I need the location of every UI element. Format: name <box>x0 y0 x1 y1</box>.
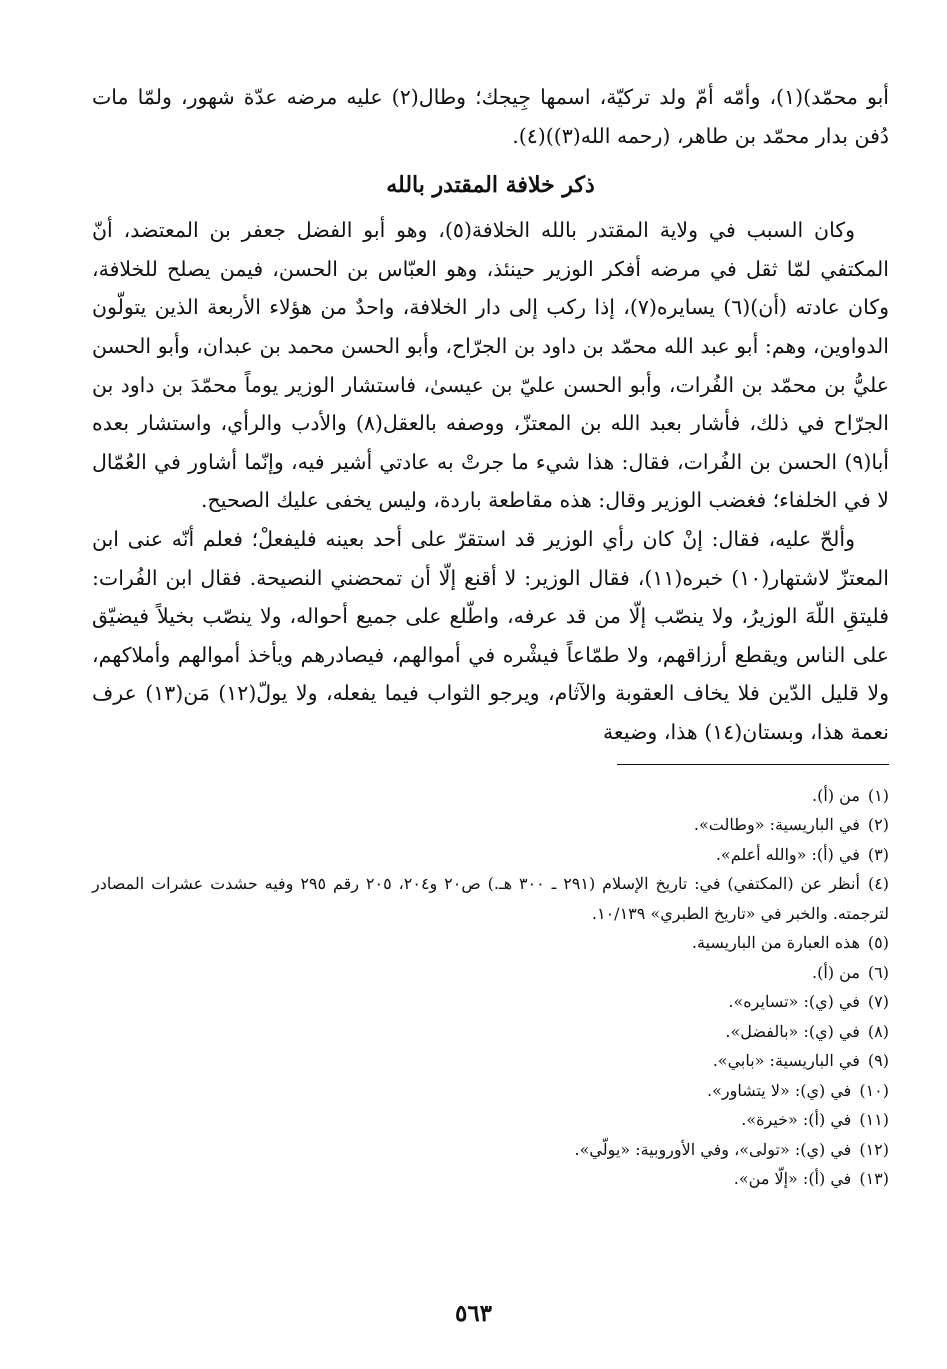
footnotes-list <box>92 781 889 1194</box>
footnote-number: (٦) <box>867 962 889 982</box>
footnote-text: في (أ): «والله أعلم». <box>715 844 860 864</box>
footnote-number: (١١) <box>859 1110 889 1129</box>
footnote-number: (٣) <box>867 844 889 864</box>
footnote <box>92 869 889 928</box>
footnote-text: في (ي): «لا يتشاور». <box>707 1080 852 1100</box>
footnote-text: في (ي): «تولى»، وفي الأوروبية: «يولّي». <box>574 1139 852 1159</box>
footnote <box>92 928 889 958</box>
main-text <box>92 211 889 751</box>
footnote <box>92 1164 889 1194</box>
footnote <box>92 1046 889 1076</box>
footnote-text: في الباريسية: «وطالت». <box>693 815 860 834</box>
footnote-number: (٩) <box>867 1051 889 1070</box>
footnote-text: في (أ): «إلّا من». <box>733 1169 852 1188</box>
footnote <box>92 840 889 870</box>
footnote-text: من (أ). <box>812 785 860 805</box>
footnote-number: (١٢) <box>859 1139 889 1159</box>
footnote-number: (٢) <box>867 815 889 834</box>
footnote-text: هذه العبارة من الباريسية. <box>691 933 860 952</box>
footnote-number: (١٣) <box>859 1169 889 1188</box>
page-number: ٥٦٣ <box>454 1300 493 1327</box>
footnote <box>92 1076 889 1106</box>
footnote <box>92 1135 889 1165</box>
footnote-number: (٨) <box>867 1021 889 1041</box>
intro-paragraph: أبو محمّد)(١)، وأمّه أمّ ولد تركيّة، اسمها جِيجك؛ وطال(٢) عليه مرضه عدّة شهور، ولمّا مات دُفن بدار محمّد بن طاهر، (رحمه الله(٣))(٤). <box>92 85 889 148</box>
body-paragraph: وكان السبب في ولاية المقتدر بالله الخلافة(٥)، وهو أبو الفضل جعفر بن المعتضد، أنّ المكتفي لمّا ثقل في مرضه أفكر الوزير حينئذ، وهو العبّاس بن الحسن، فيمن يصلح للخلافة، وكان عادته (أن)(٦) يسايره(٧)، إذا ركب إلى دار الخلافة، واحدٌ من هؤلاء الأربعة الذين يتولّون الدواوين، وهم: أبو عبد الله محمّد بن داود بن الجرّاح، وأبو الحسن محمد بن عبدان، وأبو الحسن عليُّ بن محمّد بن الفُرات، وأبو الحسن عليّ بن عيسىٰ، فاستشار الوزير يوماً محمّدَ بن داود بن الجرّاح في ذلك، فأشار بعبد الله بن المعتزّ، ووصفه بالعقل(٨) والأدب والرأي، واستشار بعده أبا(٩) الحسن بن الفُرات، فقال: هذا شيء ما جرتْ به عادتي أشير فيه، وإنّما أشاور في العُمّال لا في الخلفاء؛ فغضب الوزير وقال: هذه مقاطعة باردة، وليس يخفى عليك الصحيح. <box>92 218 889 513</box>
footnote-separator <box>617 764 889 765</box>
footnote-text: في (ي): «بالفضل». <box>725 1021 860 1041</box>
footnote-text: من (أ). <box>812 962 860 982</box>
footnote-text: في (ي): «تسايره». <box>728 992 860 1011</box>
footnote <box>92 781 889 811</box>
footnote-number: (١) <box>867 785 889 805</box>
footnote <box>92 987 889 1017</box>
footnote <box>92 810 889 840</box>
footnote-text: في الباريسية: «بابي». <box>712 1051 860 1070</box>
footnote-number: (٧) <box>867 992 889 1011</box>
footnote-number: (٥) <box>867 933 889 952</box>
footnote-number: (١٠) <box>859 1080 889 1100</box>
footnote-text: في (أ): «خيرة». <box>741 1110 852 1129</box>
body-paragraph: وألحّ عليه، فقال: إنْ كان رأي الوزير قد استقرّ على أحد بعينه فليفعلْ؛ فعلم أنّه عنى ابن المعتزّ لاشتهار(١٠) خبره(١١)، فقال الوزير: لا أقنع إلّا أن تمحضني النصيحة. فقال ابن الفُرات: فليتقِ اللّهَ الوزيرُ، ولا ينصّب إلّا من قد عرفه، واطّلع على جميع أحواله، ولا ينصّب بخيلاً فيضيّق على الناس ويقطع أرزاقهم، ولا طمّاعاً فيشْره في أموالهم، فيصادرهم ويأخذ أموالهم وأملاكهم، ولا قليل الدّين فلا يخاف العقوبة والآثام، ويرجو الثواب فيما يفعله، ولا يولّ(١٢) مَن(١٣) عرف نعمة هذا، وبستان(١٤) هذا، وضيعة <box>92 526 889 744</box>
footnote-text: أنظر عن (المكتفي) في: تاريخ الإسلام (٢٩١ ـ ٣٠٠ هـ.) ص٢٠ و٢٠٤، ٢٠٥ رقم ٢٩٥ وفيه حشدت عشرات المصادر لترجمته. والخبر في «تاريخ الطبري» ١٠/١٣٩. <box>92 874 889 923</box>
footnote-number: (٤) <box>867 874 890 893</box>
intro-paragraph-block <box>92 78 889 155</box>
section-title: ذكر خلافة المقتدر بالله <box>386 172 595 199</box>
footnote <box>92 958 889 988</box>
footnote <box>92 1017 889 1047</box>
footnote <box>92 1105 889 1135</box>
